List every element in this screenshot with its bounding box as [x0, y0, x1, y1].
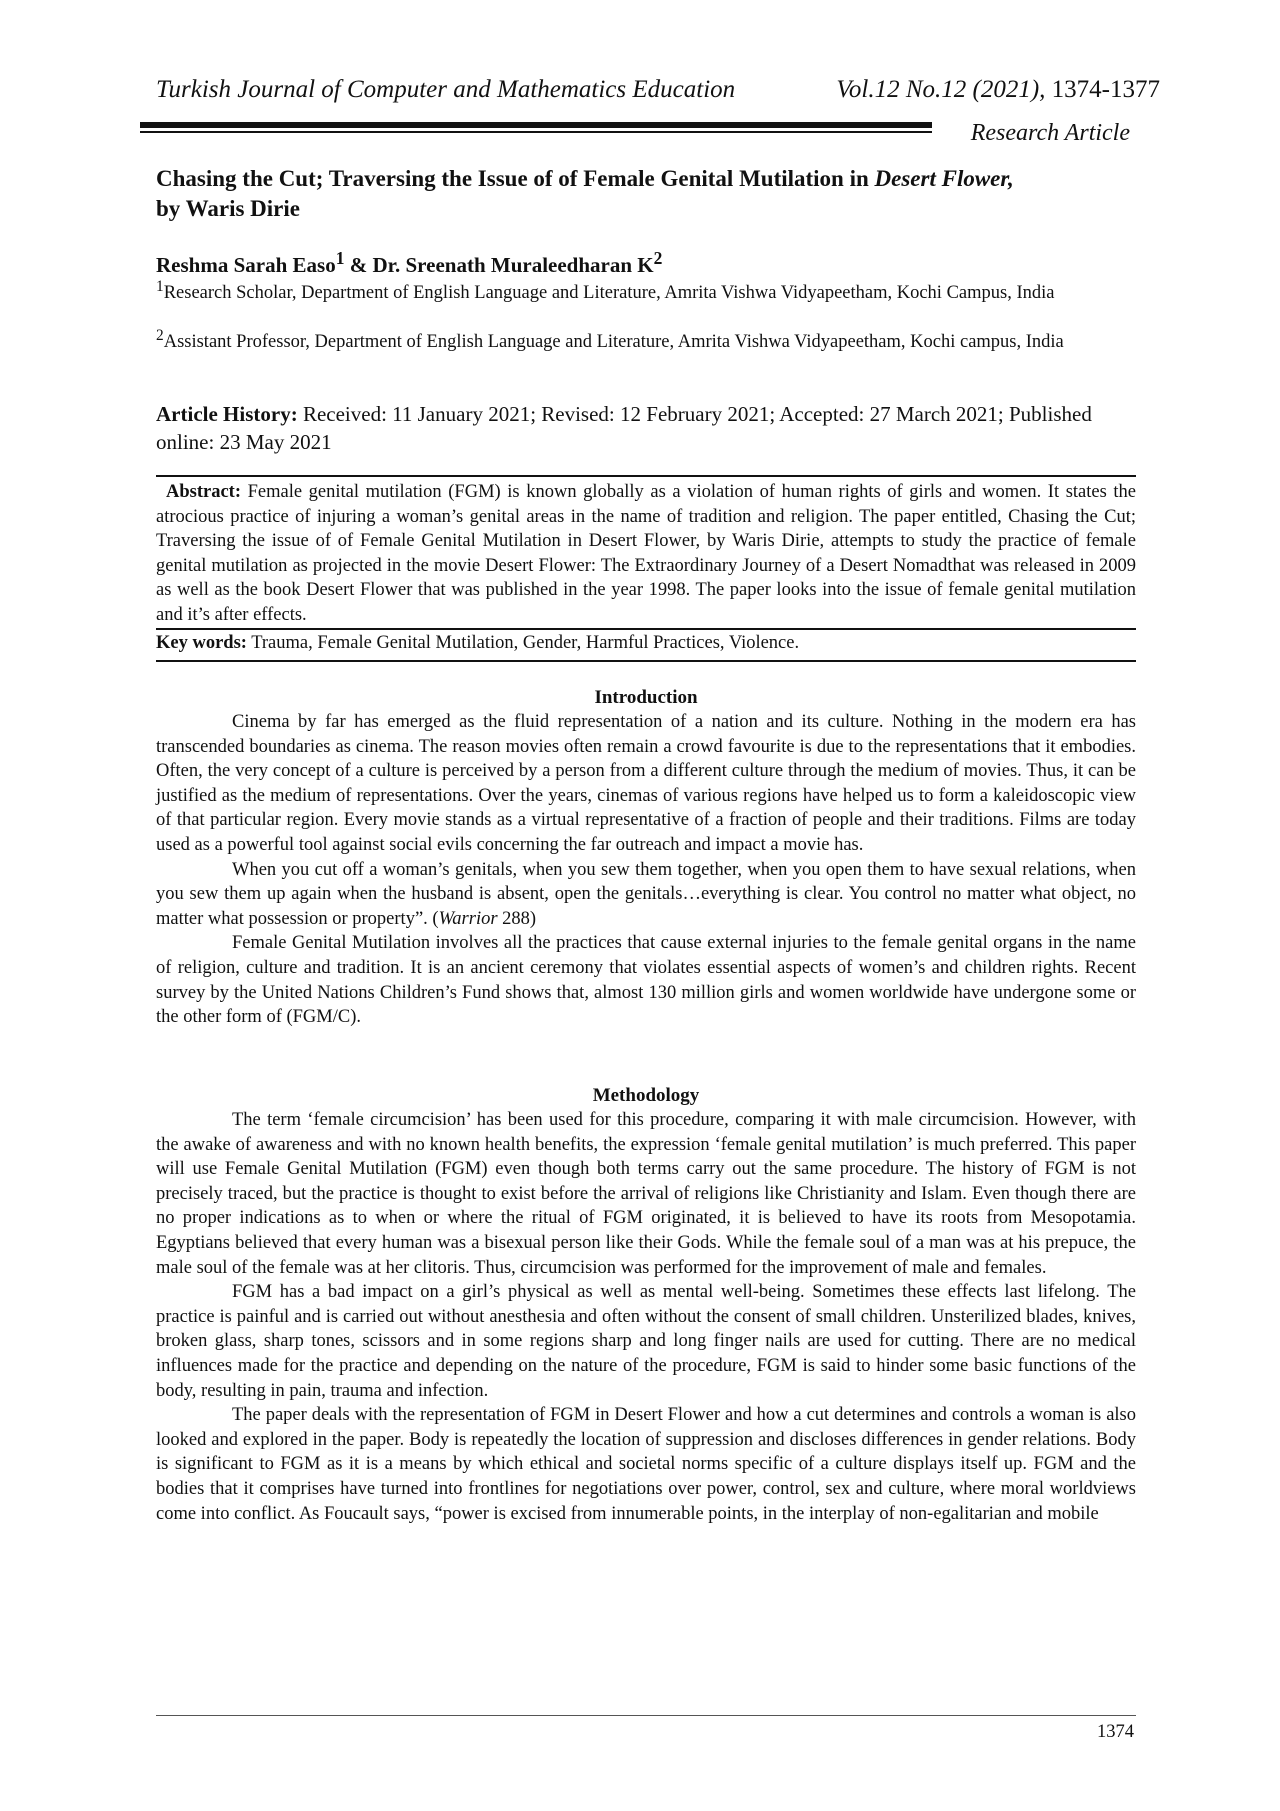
- introduction-section: [156, 710, 1136, 1030]
- methodology-section: [156, 1108, 1136, 1526]
- affiliation-1-sup: 1: [156, 278, 164, 295]
- affiliation-1-text: Research Scholar, Department of English Language and Literature, Amrita Vishwa Vidyapeetham, Kochi Campus, India: [163, 283, 1055, 304]
- title-italic: Desert Flower,: [874, 166, 1014, 191]
- quote-text: When you cut off a woman’s genitals, when you sew them together, when you open them to have sexual relations, when you sew them up again when the husband is absent, open the genitals…everything is clear. You control no matter what object, no matter what possession or property”. (: [156, 859, 1136, 929]
- methodology-heading: Methodology: [592, 1085, 700, 1106]
- volume-info: [836, 76, 1160, 104]
- introduction-heading: Introduction: [594, 687, 698, 708]
- abstract-rule-mid: [156, 628, 1136, 630]
- abstract-rule-top: [156, 475, 1136, 477]
- introduction-paragraph-1: Cinema by far has emerged as the fluid representation of a nation and its culture. Nothing in the modern era has transcended boundaries as cinema. The reason movies often remain a crowd favourite is due to the representations that it embodies. Often, the very concept of a culture is perceived by a person from a different culture through the medium of movies. Thus, it can be justified as the medium of representations. Over the years, cinemas of various regions have helped us to form a kaleidoscopic view of that particular region. Every movie stands as a virtual representative of a fraction of people and their traditions. Films are today used as a powerful tool against social evils concerning the far outreach and impact a movie has.: [156, 712, 1136, 855]
- author-2: & Dr. Sreenath Muraleedharan K: [344, 253, 654, 277]
- affiliation-1: [156, 275, 1136, 305]
- header-rule-thick: [140, 122, 932, 128]
- history-label: Article History:: [156, 402, 298, 426]
- quote-page: 288): [497, 908, 537, 929]
- abstract-text: Female genital mutilation (FGM) is known globally as a violation of human rights of girls and women. It states the atrocious practice of injuring a woman’s genital areas in the name of tradition and religion. The paper entitled, Chasing the Cut; Traversing the issue of of Female Genital Mutilation in Desert Flower, by Waris Dirie, attempts to study the practice of female genital mutilation as projected in the movie Desert Flower: The Extraordinary Journey of a Desert Nomadthat was released in 2009 as well as the book Desert Flower that was published in the year 1998. The paper looks into the issue of female genital mutilation and it’s after effects.: [156, 482, 1136, 625]
- abstract-label: Abstract:: [166, 482, 242, 502]
- methodology-paragraph-2: FGM has a bad impact on a girl’s physical as well as mental well-being. Sometimes these effects last lifelong. The practice is painful and is carried out without anesthesia and often without the consent of small children. Unsterilized blades, knives, broken glass, sharp tones, scissors and in some regions sharp and long finger nails are used for cutting. There are no medical influences made for the practice and depending on the nature of the procedure, FGM is said to hinder some basic functions of the body, resulting in pain, trauma and infection.: [156, 1282, 1136, 1401]
- article-type: Research Article: [970, 120, 1130, 146]
- keywords-text: Trauma, Female Genital Mutilation, Gender, Harmful Practices, Violence.: [246, 633, 800, 653]
- page-number: 1374: [1097, 1722, 1134, 1742]
- keywords: [156, 633, 1136, 654]
- author-2-sup: 2: [653, 248, 663, 268]
- methodology-paragraph-1: The term ‘female circumcision’ has been used for this procedure, comparing it with male circumcision. However, with the awake of awareness and with no known health benefits, the expression ‘female genital mutilation’ is much preferred. This paper will use Female Genital Mutilation (FGM) even though both terms carry out the same procedure. The history of FGM is not precisely traced, but the practice is thought to exist before the arrival of religions like Christianity and Islam. Even though there are no proper indications as to when or where the ritual of FGM originated, it is believed to have its roots from Mesopotamia. Egyptians believed that every human was a bisexual person like their Gods. While the female soul of a man was at his prepuce, the male soul of the female was at her clitoris. Thus, circumcision was performed for the improvement of male and females.: [156, 1110, 1136, 1278]
- abstract-rule-bottom: [156, 660, 1136, 662]
- title-end: by Waris Dirie: [156, 196, 300, 221]
- introduction-paragraph-2: [156, 858, 1136, 932]
- affiliation-2-sup: 2: [156, 327, 164, 344]
- quote-source: Warrior: [438, 908, 498, 929]
- introduction-paragraph-3: Female Genital Mutilation involves all the practices that cause external injuries to the female genital organs in the name of religion, culture and tradition. It is an ancient ceremony that violates essential aspects of women’s and children rights. Recent survey by the United Nations Children’s Fund shows that, almost 130 million girls and women worldwide have undergone some or the other form of (FGM/C).: [156, 933, 1136, 1028]
- header-rule-thin: [140, 131, 932, 133]
- journal-name: Turkish Journal of Computer and Mathematics Education: [156, 76, 736, 103]
- footer-rule: [156, 1715, 1136, 1716]
- keywords-label: Key words:: [156, 633, 247, 653]
- author-1-sup: 1: [335, 248, 345, 268]
- volume-number: Vol.12 No.12 (2021),: [836, 76, 1046, 103]
- methodology-paragraph-3: The paper deals with the representation of FGM in Desert Flower and how a cut determines and controls a woman is also looked and explored in the paper. Body is repeatedly the location of suppression and discloses differences in gender relations. Body is significant to FGM as it is a means by which ethical and societal norms specific of a culture displays itself up. FGM and the bodies that it comprises have turned into frontlines for negotiations over power, control, sex and culture, where moral worldviews come into conflict. As Foucault says, “power is excised from innumerable points, in the interplay of non-egalitarian and mobile: [156, 1405, 1136, 1524]
- abstract: [156, 480, 1136, 627]
- author-line: [156, 248, 1136, 278]
- article-history: [156, 400, 1136, 456]
- author-1: Reshma Sarah Easo: [156, 253, 336, 277]
- paper-title: [156, 164, 1136, 224]
- affiliation-2: [156, 324, 1136, 354]
- affiliation-2-text: Assistant Professor, Department of English Language and Literature, Amrita Vishwa Vidyapeetham, Kochi campus, India: [163, 332, 1064, 353]
- page-range: 1374-1377: [1051, 76, 1160, 103]
- title-main: Chasing the Cut; Traversing the Issue of of Female Genital Mutilation in: [156, 166, 875, 191]
- history-text: Received: 11 January 2021; Revised: 12 February 2021; Accepted: 27 March 2021; Published online: 23 May 2021: [156, 402, 1092, 454]
